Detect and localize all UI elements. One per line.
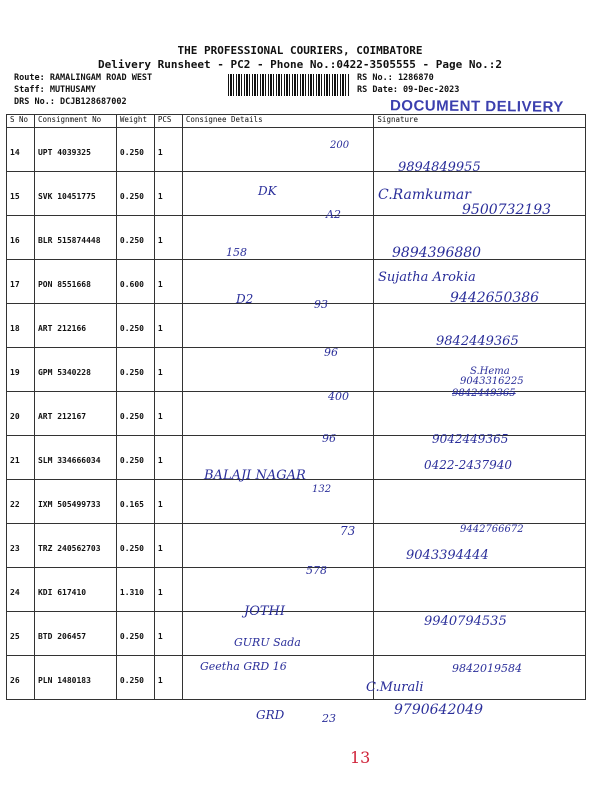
cell-pcs: 1 bbox=[154, 304, 182, 348]
cell-weight: 0.250 bbox=[116, 172, 154, 216]
handwriting: 9442766672 bbox=[460, 524, 524, 535]
cell-sno: 21 bbox=[7, 436, 35, 480]
company-title: THE PROFESSIONAL COURIERS, COIMBATORE bbox=[177, 44, 423, 57]
cell-pcs: 1 bbox=[154, 612, 182, 656]
col-pcs: PCS bbox=[154, 115, 182, 128]
cell-cons: PON 8551668 bbox=[34, 260, 116, 304]
cell-sno: 20 bbox=[7, 392, 35, 436]
cell-sno: 17 bbox=[7, 260, 35, 304]
cell-cons: ART 212167 bbox=[34, 392, 116, 436]
cell-cons: GPM 5340228 bbox=[34, 348, 116, 392]
handwriting: GURU Sada bbox=[234, 636, 301, 649]
handwriting: 9042449365 bbox=[432, 432, 509, 446]
cell-pcs: 1 bbox=[154, 172, 182, 216]
cell-cons: BTD 206457 bbox=[34, 612, 116, 656]
handwriting: 578 bbox=[306, 564, 327, 577]
table-row bbox=[7, 216, 586, 260]
route-label: Route: RAMALINGAM ROAD WEST bbox=[14, 73, 153, 83]
runsheet-subtitle: Delivery Runsheet - PC2 - Phone No.:0422-3505555 - Page No.:2 bbox=[98, 58, 502, 71]
col-consignment: Consignment No bbox=[34, 115, 116, 128]
handwriting: 158 bbox=[226, 246, 247, 259]
handwriting: DK bbox=[258, 184, 277, 198]
cell-weight: 0.250 bbox=[116, 436, 154, 480]
table-header-row bbox=[7, 115, 586, 128]
handwriting: 132 bbox=[312, 484, 332, 495]
cell-sno: 14 bbox=[7, 128, 35, 172]
cell-weight: 0.250 bbox=[116, 304, 154, 348]
handwriting: JOTHI bbox=[244, 604, 286, 619]
handwriting: 9842449365 bbox=[452, 388, 516, 399]
cell-pcs: 1 bbox=[154, 260, 182, 304]
cell-pcs: 1 bbox=[154, 348, 182, 392]
cell-cons: SVK 10451775 bbox=[34, 172, 116, 216]
handwriting: 23 bbox=[322, 712, 336, 725]
cell-pcs: 1 bbox=[154, 568, 182, 612]
cell-sno: 22 bbox=[7, 480, 35, 524]
handwriting: 9442650386 bbox=[450, 290, 540, 306]
handwriting: 9842019584 bbox=[452, 662, 522, 675]
barcode bbox=[228, 74, 350, 96]
cell-pcs: 1 bbox=[154, 480, 182, 524]
cell-sno: 24 bbox=[7, 568, 35, 612]
handwriting: 9940794535 bbox=[424, 614, 507, 629]
rs-date: RS Date: 09-Dec-2023 bbox=[357, 85, 460, 95]
handwriting: GRD bbox=[256, 708, 285, 722]
cell-consignee bbox=[182, 304, 374, 348]
handwriting: 93 bbox=[314, 298, 328, 311]
cell-cons: SLM 334666034 bbox=[34, 436, 116, 480]
cell-sno: 23 bbox=[7, 524, 35, 568]
handwriting: D2 bbox=[236, 292, 254, 306]
cell-weight: 0.250 bbox=[116, 656, 154, 700]
handwriting: C.Ramkumar bbox=[378, 187, 471, 203]
cell-cons: KDI 617410 bbox=[34, 568, 116, 612]
handwriting: 96 bbox=[324, 346, 338, 359]
handwriting: 0422-2437940 bbox=[424, 458, 513, 472]
handwriting: A2 bbox=[326, 208, 341, 221]
cell-sno: 15 bbox=[7, 172, 35, 216]
cell-weight: 1.310 bbox=[116, 568, 154, 612]
table-row bbox=[7, 128, 586, 172]
handwriting: 9894849955 bbox=[398, 160, 481, 175]
drs-label: DRS No.: DCJB128687002 bbox=[14, 97, 127, 107]
cell-pcs: 1 bbox=[154, 524, 182, 568]
handwriting-page-count: 13 bbox=[350, 748, 371, 767]
cell-signature bbox=[374, 480, 586, 524]
cell-weight: 0.250 bbox=[116, 348, 154, 392]
handwriting: C.Murali bbox=[366, 680, 424, 695]
cell-weight: 0.250 bbox=[116, 216, 154, 260]
cell-pcs: 1 bbox=[154, 128, 182, 172]
cell-cons: PLN 1480183 bbox=[34, 656, 116, 700]
cell-cons: ART 212166 bbox=[34, 304, 116, 348]
cell-weight: 0.165 bbox=[116, 480, 154, 524]
handwriting: 73 bbox=[340, 524, 356, 538]
col-weight: Weight bbox=[116, 115, 154, 128]
col-signature: Signature bbox=[374, 115, 586, 128]
cell-consignee bbox=[182, 348, 374, 392]
cell-weight: 0.250 bbox=[116, 392, 154, 436]
document-delivery-stamp: DOCUMENT DELIVERY bbox=[389, 97, 564, 116]
cell-weight: 0.600 bbox=[116, 260, 154, 304]
handwriting: Geetha GRD 16 bbox=[200, 660, 287, 673]
handwriting: 9043316225 bbox=[460, 376, 524, 387]
cell-consignee bbox=[182, 216, 374, 260]
cell-sno: 26 bbox=[7, 656, 35, 700]
cell-cons: BLR 515874448 bbox=[34, 216, 116, 260]
cell-consignee bbox=[182, 172, 374, 216]
handwriting: 96 bbox=[322, 432, 336, 445]
table-row bbox=[7, 568, 586, 612]
col-consignee: Consignee Details bbox=[182, 115, 374, 128]
rs-number: RS No.: 1286870 bbox=[357, 73, 434, 83]
handwriting: 9842449365 bbox=[436, 334, 519, 349]
cell-consignee bbox=[182, 260, 374, 304]
cell-pcs: 1 bbox=[154, 216, 182, 260]
cell-signature bbox=[374, 568, 586, 612]
staff-label: Staff: MUTHUSAMY bbox=[14, 85, 96, 95]
handwriting: BALAJI NAGAR bbox=[204, 468, 306, 483]
handwriting: 9043394444 bbox=[406, 548, 489, 563]
handwriting: 400 bbox=[328, 390, 349, 403]
cell-consignee bbox=[182, 480, 374, 524]
cell-weight: 0.250 bbox=[116, 524, 154, 568]
table-row bbox=[7, 480, 586, 524]
cell-sno: 16 bbox=[7, 216, 35, 260]
cell-sno: 25 bbox=[7, 612, 35, 656]
cell-pcs: 1 bbox=[154, 656, 182, 700]
cell-weight: 0.250 bbox=[116, 612, 154, 656]
cell-pcs: 1 bbox=[154, 392, 182, 436]
col-sno: S No bbox=[7, 115, 35, 128]
cell-weight: 0.250 bbox=[116, 128, 154, 172]
cell-sno: 18 bbox=[7, 304, 35, 348]
cell-sno: 19 bbox=[7, 348, 35, 392]
handwriting: 9500732193 bbox=[462, 202, 552, 218]
handwriting: 200 bbox=[330, 140, 350, 151]
handwriting: 9894396880 bbox=[392, 245, 482, 261]
handwriting: S.Hema bbox=[470, 366, 510, 377]
cell-cons: IXM 505499733 bbox=[34, 480, 116, 524]
cell-pcs: 1 bbox=[154, 436, 182, 480]
handwriting: Sujatha Arokia bbox=[378, 270, 476, 285]
handwriting: 9790642049 bbox=[394, 702, 484, 718]
cell-cons: TRZ 240562703 bbox=[34, 524, 116, 568]
cell-cons: UPT 4039325 bbox=[34, 128, 116, 172]
